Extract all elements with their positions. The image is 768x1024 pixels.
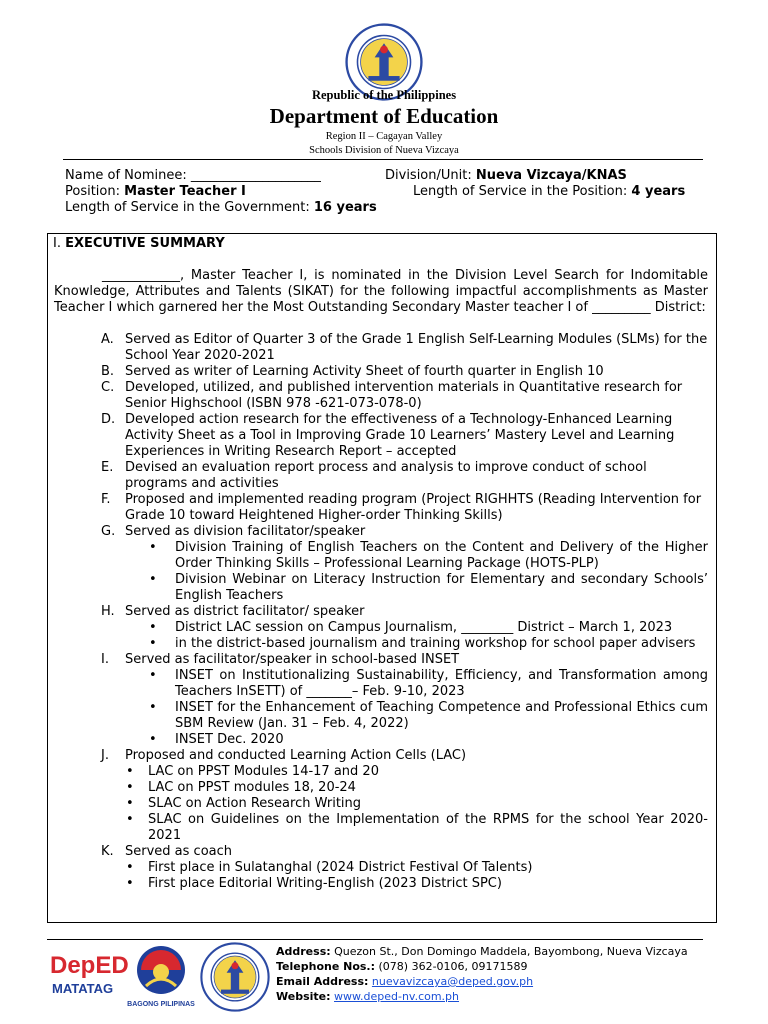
sub-list-item: • LAC on PPST Modules 14-17 and 20 bbox=[126, 764, 379, 779]
service-position-row bbox=[413, 184, 685, 199]
sub-list-item: • LAC on PPST modules 18, 20-24 bbox=[126, 780, 356, 795]
republic-heading: Republic of the Philippines bbox=[311, 88, 457, 102]
accomplishment-list bbox=[48, 332, 718, 892]
position-row bbox=[65, 184, 246, 199]
sub-list-item: • INSET on Institutionalizing Sustainability, Efficiency, and Transformation among Teachers InSETT) of _______– Feb. 9-10, 2023 bbox=[149, 668, 708, 699]
service-position-value: 4 years bbox=[631, 184, 686, 199]
division-label: Schools Division of Nueva Vizcaya bbox=[309, 145, 459, 156]
sub-list-item: • First place in Sulatanghal (2024 District Festival Of Talents) bbox=[126, 860, 533, 875]
list-item: A. Served as Editor of Quarter 3 of the Grade 1 English Self-Learning Modules (SLMs) for the School Year 2020-2021 bbox=[101, 332, 708, 363]
section-title-text: EXECUTIVE SUMMARY bbox=[65, 236, 225, 251]
list-item: J. Proposed and conducted Learning Action Cells (LAC) bbox=[101, 748, 467, 763]
sub-list-item: • District LAC session on Campus Journalism, ________ District – March 1, 2023 bbox=[149, 620, 673, 635]
position-label: Position: bbox=[65, 184, 120, 199]
footer-address: Address: Quezon St., Don Domingo Maddela, Bayombong, Nueva Vizcaya bbox=[276, 945, 688, 958]
list-item: I. Served as facilitator/speaker in school-based INSET bbox=[101, 652, 460, 667]
footer-phone: Telephone Nos.: (078) 362-0106, 09171589 bbox=[276, 960, 528, 973]
summary-intro-text: ____________, Master Teacher I, is nominated in the Division Level Search for Indomitable Knowledge, Attributes and Talents (SIKAT) for the following impactful accomplishments as Master Teacher I which garnered her the Most Outstanding Secondary Master teacher I of _________ District: bbox=[54, 268, 708, 315]
department-title: Department of Education bbox=[269, 104, 499, 128]
sub-list-item: • Division Training of English Teachers on the Content and Delivery of the Higher Order Thinking Skills – Professional Learning Package (HOTS-PLP) bbox=[149, 540, 708, 571]
service-gov-label: Length of Service in the Government: bbox=[65, 200, 310, 215]
sub-list-item: • INSET for the Enhancement of Teaching Competence and Professional Ethics cum SBM Review (Jan. 31 – Feb. 4, 2022) bbox=[149, 700, 708, 731]
list-item: K. Served as coach bbox=[101, 844, 232, 859]
service-position-label: Length of Service in the Position: bbox=[413, 184, 628, 199]
header-divider bbox=[63, 159, 703, 160]
sub-list-item: • SLAC on Guidelines on the Implementation of the RPMS for the school Year 2020-2021 bbox=[126, 812, 708, 843]
footer-website: Website: www.deped-nv.com.ph bbox=[276, 990, 460, 1003]
sub-list-item: • Division Webinar on Literacy Instruction for Elementary and secondary Schools’ English Teachers bbox=[149, 572, 708, 603]
list-item: G. Served as division facilitator/speaker bbox=[101, 524, 366, 539]
section-title bbox=[53, 236, 225, 251]
bagong-pilipinas-logo-icon bbox=[126, 942, 196, 1010]
service-gov-row bbox=[65, 200, 377, 215]
website-link[interactable]: www.deped-nv.com.ph bbox=[334, 990, 460, 1003]
division-unit-label: Division/Unit: bbox=[385, 168, 472, 183]
division-unit-value: Nueva Vizcaya/KNAS bbox=[475, 168, 627, 183]
region-label: Region II – Cagayan Valley bbox=[325, 131, 443, 142]
division-unit-row bbox=[385, 168, 627, 183]
sub-list-item: • First place Editorial Writing-English (2023 District SPC) bbox=[126, 876, 502, 891]
list-item: E. Devised an evaluation report process and analysis to improve conduct of school programs and activities bbox=[101, 460, 647, 491]
summary-intro bbox=[54, 268, 708, 316]
footer-email: Email Address: nuevavizcaya@deped.gov.ph bbox=[276, 975, 534, 988]
sub-list-item: • in the district-based journalism and training workshop for school paper advisers bbox=[149, 636, 696, 651]
list-item: F. Proposed and implemented reading program (Project RIGHHTS (Reading Intervention for Grade 10 toward Heightened Higher-order Thinking Skills) bbox=[101, 492, 702, 523]
list-item: H. Served as district facilitator/ speaker bbox=[101, 604, 365, 619]
svg-text:DepED: DepED bbox=[50, 952, 129, 979]
position-value: Master Teacher I bbox=[124, 184, 246, 199]
email-link[interactable]: nuevavizcaya@deped.gov.ph bbox=[371, 975, 534, 988]
deped-logo-icon bbox=[48, 945, 129, 1000]
list-item: C. Developed, utilized, and published intervention materials in Quantitative research for Senior Highschool (ISBN 978 -621-073-078-0) bbox=[101, 380, 683, 411]
executive-summary-box bbox=[47, 233, 717, 923]
footer-divider bbox=[47, 939, 703, 940]
section-numeral: I. bbox=[53, 236, 61, 251]
sub-list-item: • INSET Dec. 2020 bbox=[149, 732, 284, 747]
list-item: B. Served as writer of Learning Activity Sheet of fourth quarter in English 10 bbox=[101, 364, 604, 379]
service-gov-value: 16 years bbox=[313, 200, 377, 215]
nominee-name-value: ____________________ bbox=[190, 168, 321, 183]
nominee-name-row bbox=[65, 168, 321, 183]
svg-text:BAGONG PILIPINAS: BAGONG PILIPINAS bbox=[127, 1001, 195, 1008]
nominee-name-label: Name of Nominee: bbox=[65, 168, 187, 183]
deped-seal-icon bbox=[200, 942, 270, 1012]
list-item: D. Developed action research for the effectiveness of a Technology-Enhanced Learning Activity Sheet as a Tool in Improving Grade 10 Learners’ Mastery Level and Learning Experiences in Writing Research Report – accepted bbox=[101, 412, 675, 459]
svg-text:MATATAG: MATATAG bbox=[52, 981, 114, 996]
sub-list-item: • SLAC on Action Research Writing bbox=[126, 796, 362, 811]
